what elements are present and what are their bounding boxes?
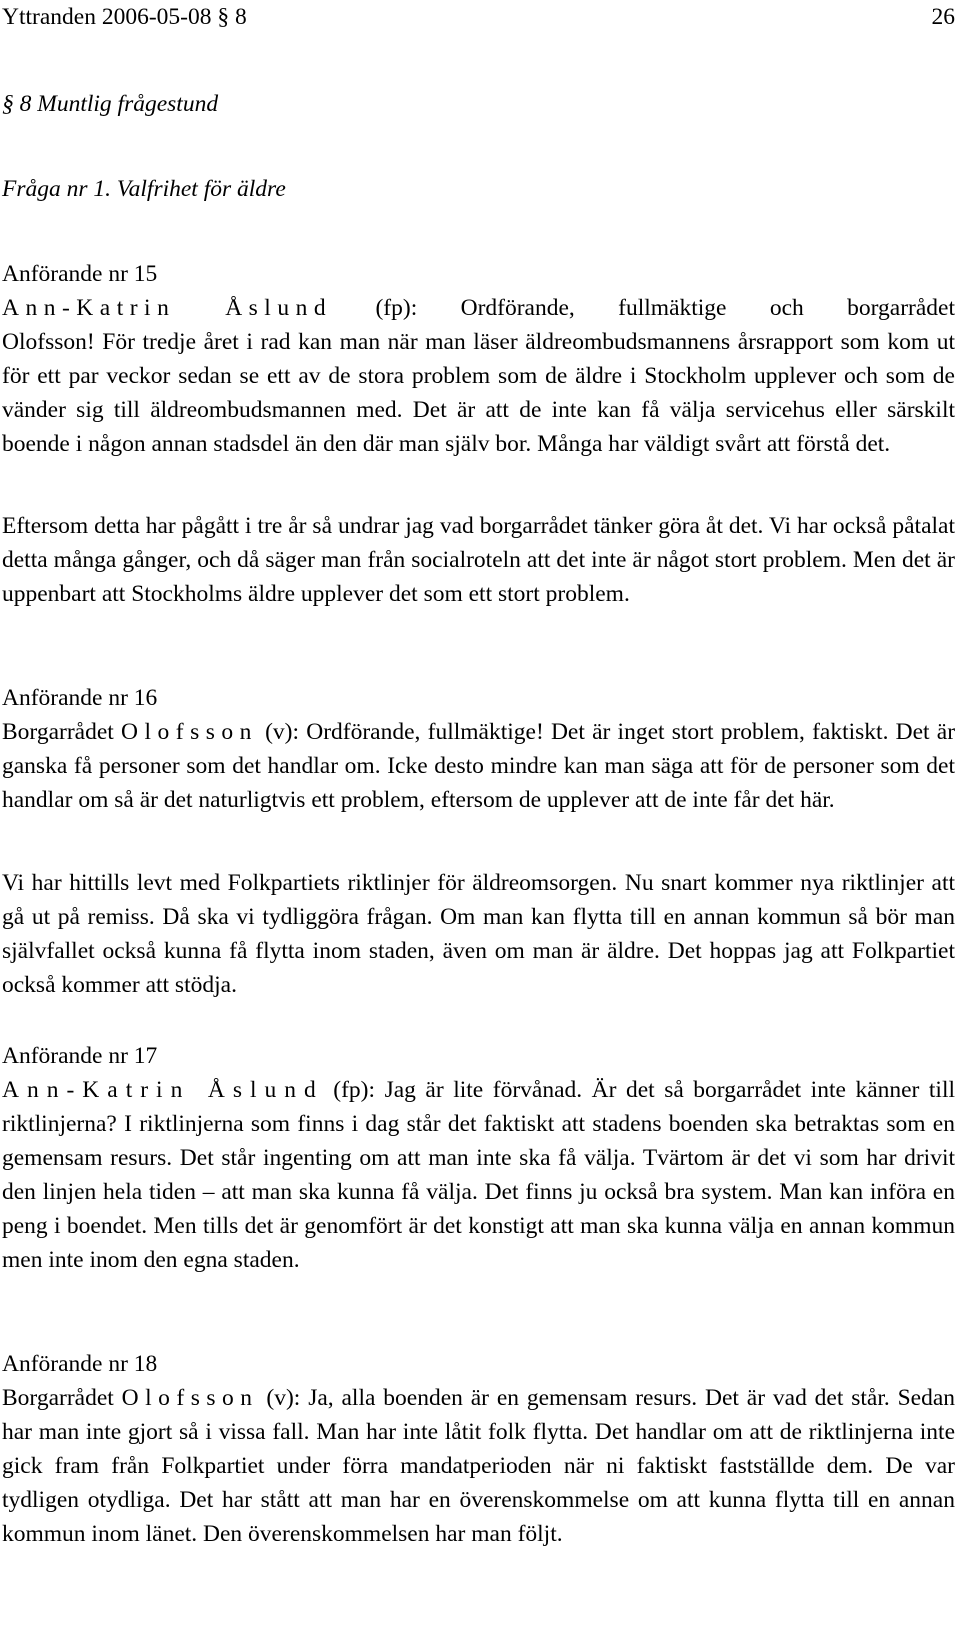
speaker-prefix: Borgarrådet — [2, 719, 114, 745]
speech-text: Ja, alla boenden är en gemensam resurs. Det är vad det står. Sedan har man inte gjort så i vissa fall. Man har inte låtit folk flytta. Det handlar om att de riktlinjerna inte gick fram från Folkpartiet under förra mandatperioden när ni faktiskt fastställde dem. De var tydligen otydliga. Det har stått att man har en överenskommelse om att kunna flytta till en annan kommun inom länet. Den överenskommelsen har man följt. — [2, 1385, 956, 1547]
speaker-name: Ann-Katrin Åslund — [2, 1077, 324, 1103]
speaker-name: Ann-Katrin Åslund — [2, 295, 333, 321]
speech-paragraph — [2, 715, 955, 817]
speech-label: Anförande nr 15 — [2, 261, 158, 287]
speaker-party: (fp): — [375, 295, 418, 321]
speech-label: Anförande nr 16 — [2, 685, 158, 711]
speech-first-line — [2, 291, 955, 325]
speech-paragraph: Vi har hittills levt med Folkpartiets riktlinjer för äldreomsorgen. Nu snart kommer nya riktlinjer att gå ut på remiss. Då ska vi tydliggöra frågan. Om man kan flytta till en annan kommun så bör man självfallet också kunna få flytta inom staden, även om man är äldre. Det hoppas jag att Folkpartiet också kommer att stödja. — [2, 870, 955, 998]
speech-paragraph: Olofsson! För tredje året i rad kan man när man läser äldreombudsmannens årsrapport som kom ut för ett par veckor sedan se ett av de stora problem som de äldre i Stockholm upplever och som de vänder sig till äldreombudsmannen med. Det är att de inte kan få välja servicehus eller särskilt boende i någon annan stadsdel än den där man själv bor. Många har väldigt svårt att förstå det. — [2, 329, 955, 457]
page-number: 26 — [931, 4, 955, 30]
header-left: Yttranden 2006-05-08 § 8 — [2, 4, 247, 30]
speech-paragraph: Eftersom detta har pågått i tre år så undrar jag vad borgarrådet tänker göra åt det. Vi har också påtalat detta många gånger, och då säger man från socialroteln att det inte är något stort problem. Men det är uppenbart att Stockholms äldre upplever det som ett stort problem. — [2, 513, 955, 607]
question-heading: Fråga nr 1. Valfrihet för äldre — [2, 176, 286, 202]
speech-paragraph — [2, 1073, 955, 1277]
speech-paragraph — [2, 1381, 955, 1551]
speech-text: Ordförande, fullmäktige! Det är inget stort problem, faktiskt. Det är ganska få personer som det handlar om. Icke desto mindre kan man säga att för de personer som det handlar om så är det naturligtvis ett problem, eftersom de upplever att de inte får det här. — [2, 719, 956, 813]
speaker-party: (v): — [265, 719, 300, 745]
speech-text: Jag är lite förvånad. Är det så borgarrådet inte känner till riktlinjerna? I riktlinjerna som finns i dag står det faktiskt att stadens boenden ska betraktas som en gemensam resurs. Det står ingenting om att man inte ska få välja. Tvärtom är det vi som har drivit den linjen hela tiden – att man ska kunna få välja. Det finns ju också bra system. Man kan införa en peng i boendet. Men tills det är genomfört är det konstigt att man ska kunna välja en annan kommun men inte inom den egna staden. — [2, 1077, 956, 1273]
speech-label: Anförande nr 18 — [2, 1351, 158, 1377]
section-heading: § 8 Muntlig frågestund — [2, 91, 219, 117]
speech-label: Anförande nr 17 — [2, 1043, 158, 1069]
page-header — [2, 0, 955, 34]
speaker-name: Olofsson — [121, 719, 258, 745]
speaker-name: Olofsson — [121, 1385, 259, 1411]
speaker-party: (fp): — [333, 1077, 376, 1103]
speaker-prefix: Borgarrådet — [2, 1385, 114, 1411]
speaker-party: (v): — [266, 1385, 301, 1411]
speech-text: Ordförande, fullmäktige och borgarrådet — [460, 295, 956, 321]
